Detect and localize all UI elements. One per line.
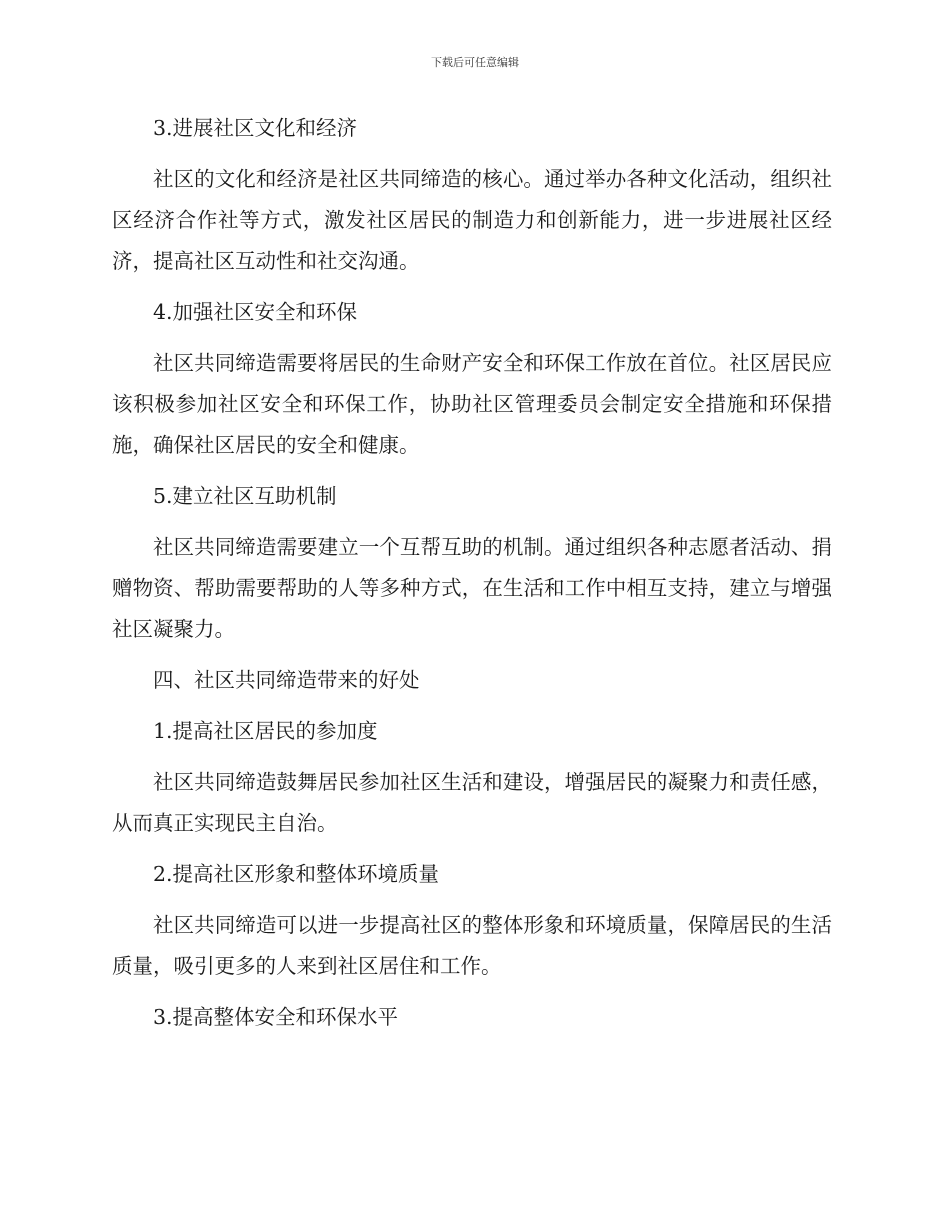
paragraph: 社区共同缔造需要将居民的生命财产安全和环保工作放在首位。社区居民应该积极参加社区安全和环保工作，协助社区管理委员会制定安全措施和环保措施，确保社区居民的安全和健康。 — [112, 351, 832, 457]
paragraph: 社区共同缔造可以进一步提高社区的整体形象和环境质量，保障居民的生活质量，吸引更多的人来到社区居住和工作。 — [112, 913, 832, 978]
section-heading: 2.提高社区形象和整体环境质量 — [153, 862, 440, 886]
chapter-heading: 四、社区共同缔造带来的好处 — [153, 668, 420, 692]
page-header: 下载后可任意编辑 — [431, 56, 519, 69]
section-heading: 5.建立社区互助机制 — [153, 484, 337, 508]
paragraph: 社区的文化和经济是社区共同缔造的核心。通过举办各种文化活动，组织社区经济合作社等方式，激发社区居民的制造力和创新能力，进一步进展社区经济，提高社区互动性和社交沟通。 — [112, 167, 832, 273]
paragraph: 社区共同缔造鼓舞居民参加社区生活和建设，增强居民的凝聚力和责任感，从而真正实现民主自治。 — [112, 770, 832, 835]
section-heading: 3.提高整体安全和环保水平 — [153, 1005, 399, 1029]
section-heading: 1.提高社区居民的参加度 — [153, 719, 378, 743]
section-heading: 4.加强社区安全和环保 — [153, 300, 358, 324]
document-body — [112, 108, 832, 1048]
section-heading: 3.进展社区文化和经济 — [153, 116, 358, 140]
paragraph: 社区共同缔造需要建立一个互帮互助的机制。通过组织各种志愿者活动、捐赠物资、帮助需要帮助的人等多种方式，在生活和工作中相互支持，建立与增强社区凝聚力。 — [112, 535, 832, 641]
